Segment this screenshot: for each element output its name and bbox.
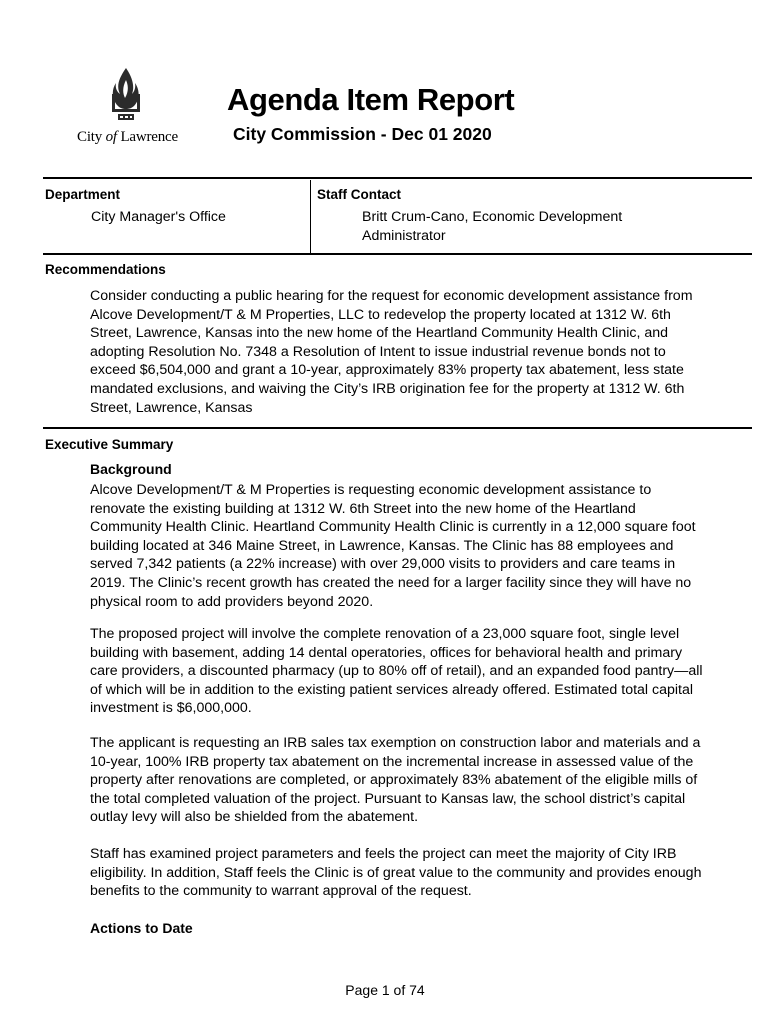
actions-to-date-heading: Actions to Date <box>90 920 193 936</box>
divider-top <box>43 177 752 179</box>
recommendations-text: Consider conducting a public hearing for the request for economic development assistance from Alcove Development/T & M Properties, LLC to redevelop the property located at 1312 W. 6th Street, Lawrence, Kansas into the new home of the Heartland Community Health Clinic, and adopting Resolution No. 7348 a Resolution of Intent to issue industrial revenue bonds not to exceed $6,504,000 and grant a 10-year, approximately 83% property tax abatement, less state mandated exclusions, and waiving the City’s IRB origination fee for the property at 1312 W. 6th Street, Lawrence, Kansas <box>90 288 693 416</box>
staff-contact-title: Administrator <box>362 228 446 244</box>
summary-paragraph: The proposed project will involve the complete renovation of a 23,000 square foot, single level building with basement, adding 14 dental operatories, offices for behavioral health and primary care providers, a discounted pharmacy (up to 80% off of retail), and an expanded food pantry—all of which will be in addition to the existing patient services already offered. Estimated total capital investment is $6,000,000. <box>90 626 703 717</box>
executive-summary-label: Executive Summary <box>45 437 174 452</box>
staff-contact-name: Britt Crum-Cano, Economic Development <box>362 209 623 225</box>
divider-info <box>43 253 752 255</box>
summary-paragraph: Alcove Development/T & M Properties is requesting economic development assistance to renovate the existing building at 1312 W. 6th Street into the new home of the Heartland Community Health Clinic. Heartland Community Health Clinic is currently in a 12,000 square foot building located at 346 Maine Street, in Lawrence, Kansas. The Clinic has 88 employees and served 7,342 patients (a 22% increase) with over 29,000 visits to providers and care teams in 2019. The Clinic’s recent growth has created the need for a larger facility since they will have no physical room to add providers beyond 2020. <box>90 482 696 610</box>
department-label: Department <box>45 187 121 202</box>
recommendations-label: Recommendations <box>45 262 166 277</box>
background-heading: Background <box>90 461 172 477</box>
staff-contact-label: Staff Contact <box>317 187 401 202</box>
divider-vertical <box>310 180 311 255</box>
page-title: Agenda Item Report <box>227 82 515 117</box>
department-value: City Manager's Office <box>91 209 226 225</box>
summary-paragraph: Staff has examined project parameters and feels the project can meet the majority of City IRB eligibility. In addition, Staff feels the Clinic is of great value to the community and provides enough benefits to the community to warrant approval of the request. <box>90 846 702 900</box>
divider-recommendations <box>43 427 752 429</box>
logo-wordmark: City of Lawrence <box>77 129 178 145</box>
summary-paragraph: The applicant is requesting an IRB sales tax exemption on construction labor and materials and a 10-year, 100% IRB property tax abatement on the incremental increase in assessed value of the property after renovations are completed, or approximately 83% abatement of the eligible mills of the total completed valuation of the project. Pursuant to Kansas law, the school district’s capital outlay levy will also be shielded from the abatement. <box>90 735 701 826</box>
page-subtitle: City Commission - Dec 01 2020 <box>233 124 492 144</box>
city-logo <box>70 66 185 156</box>
page-number: Page 1 of 74 <box>345 982 425 998</box>
flame-crest-icon <box>104 66 148 128</box>
